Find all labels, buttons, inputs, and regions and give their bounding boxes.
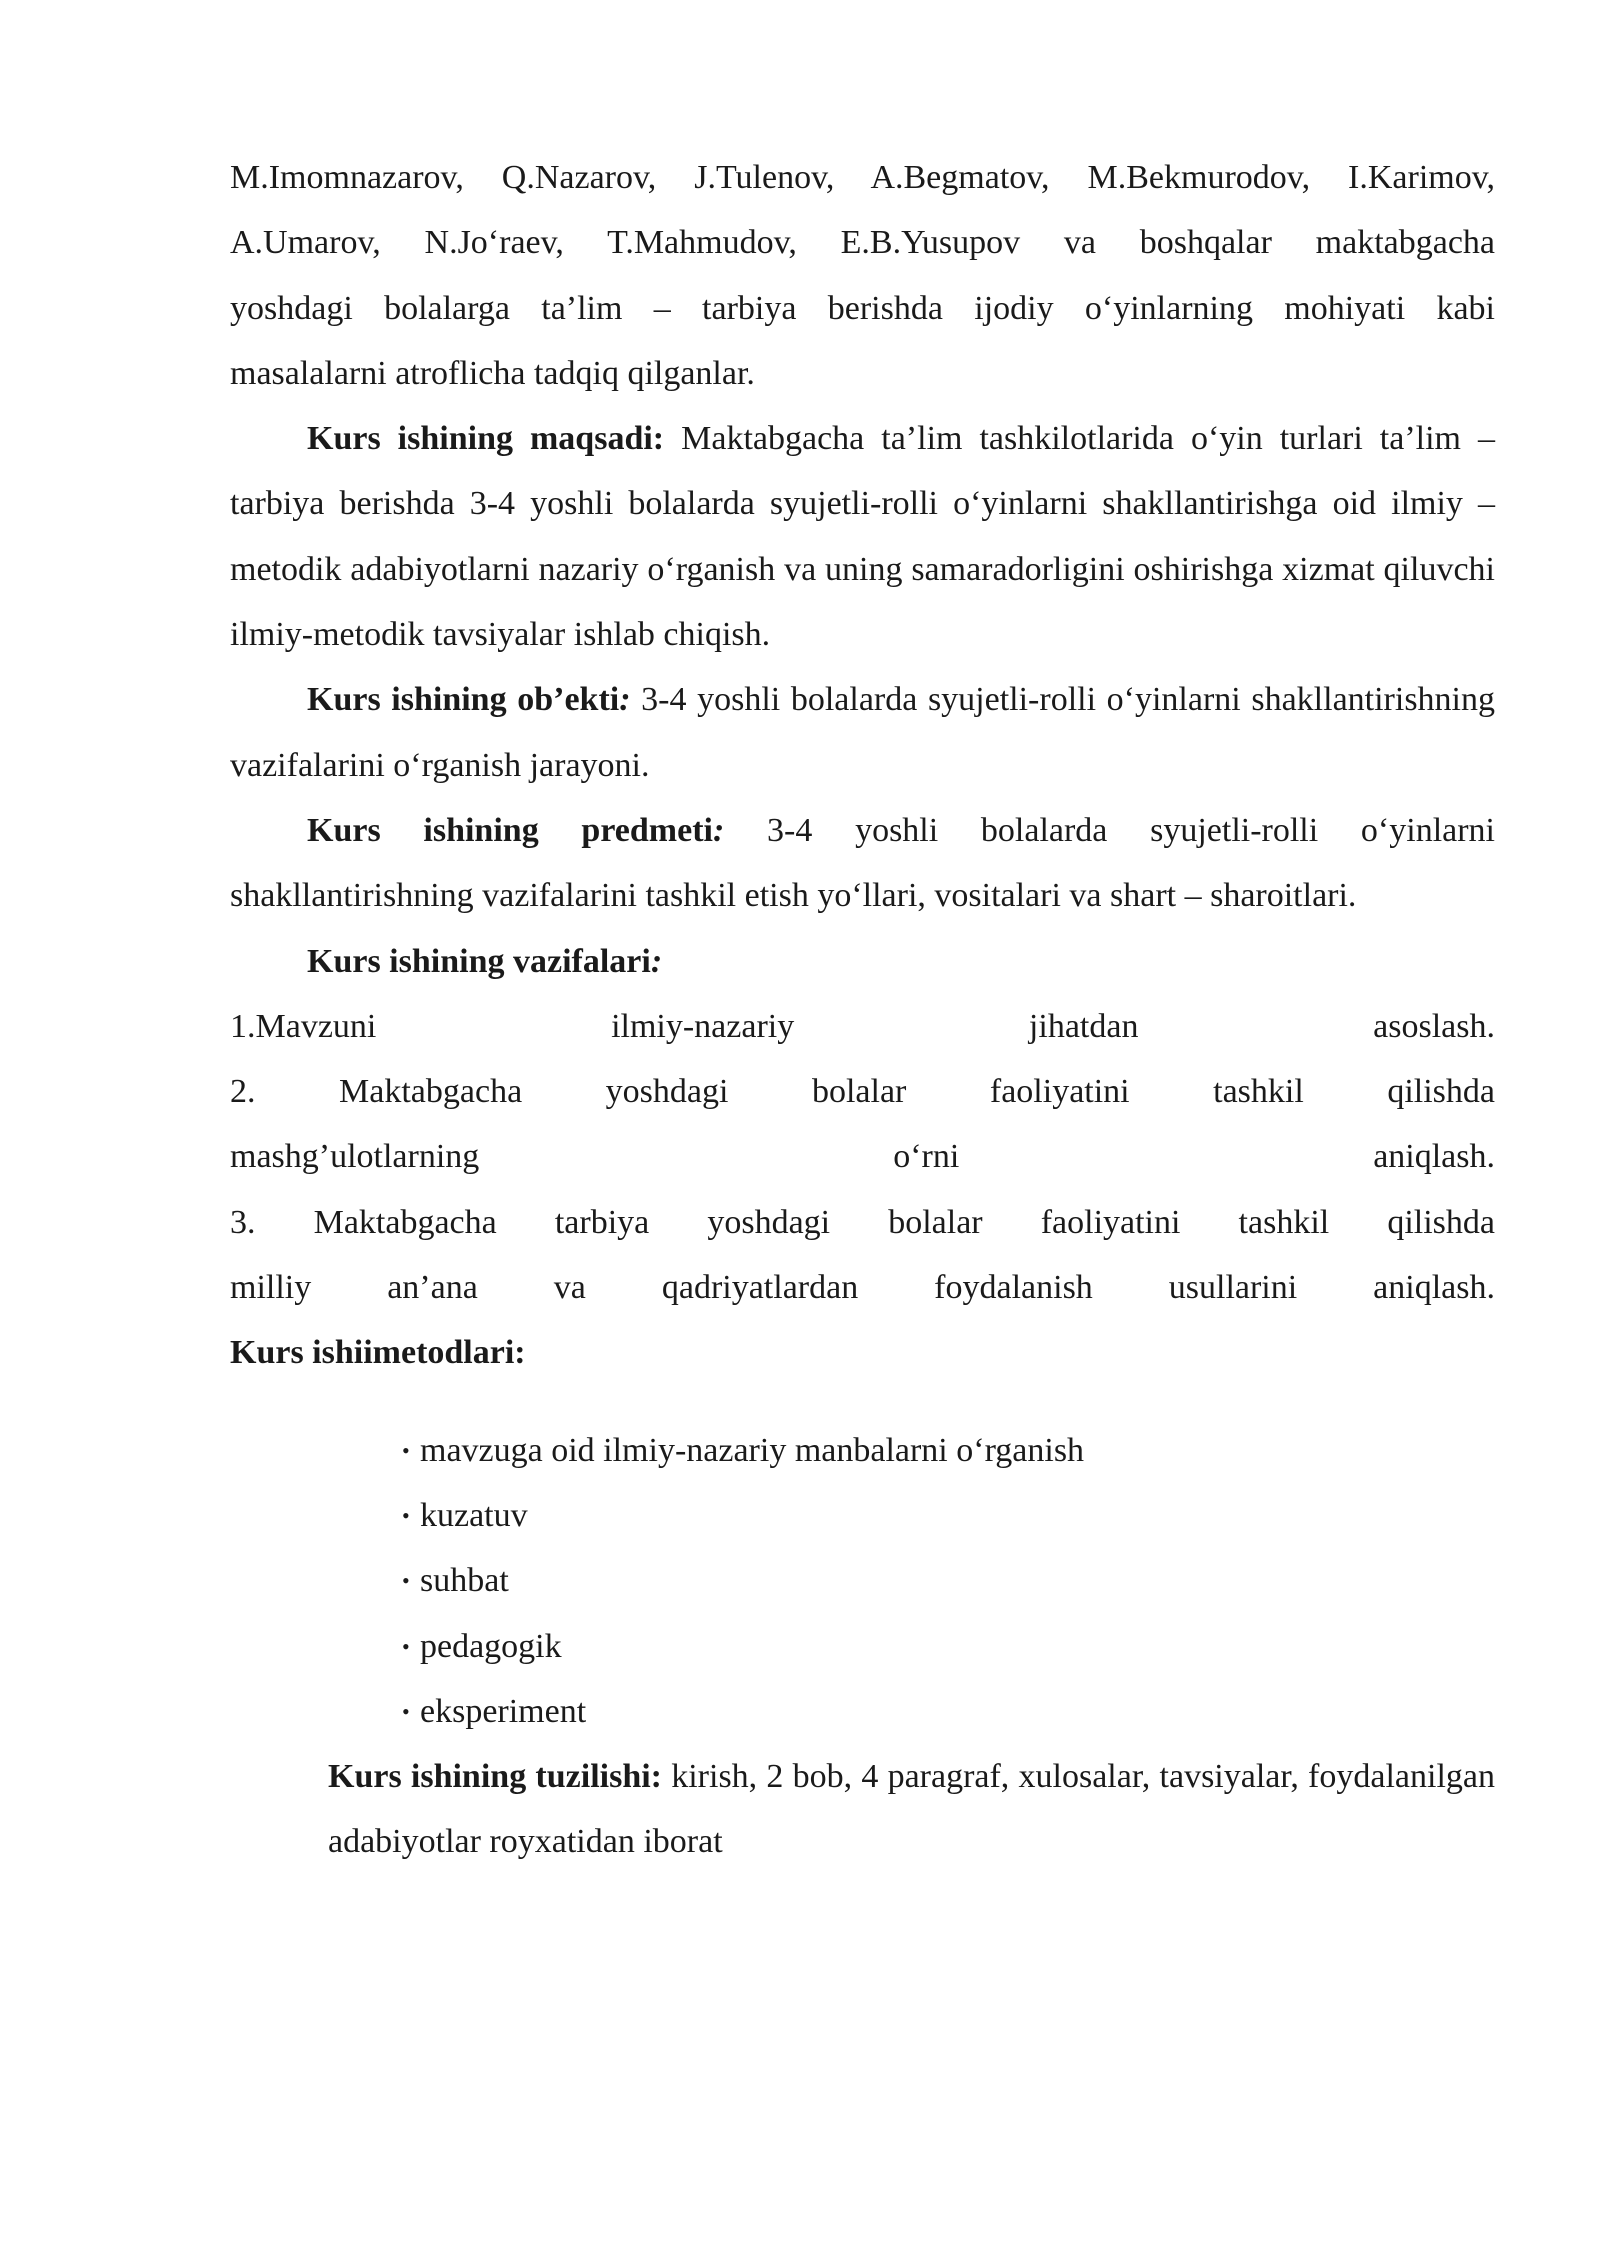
tasks-label: Kurs ishining vazifalari <box>307 942 651 980</box>
structure-text: kirish, 2 bob, 4 paragraf, xulosalar, tavsiyalar, foydalanilgan adabiyotlar royxatidan iborat <box>328 1758 1495 1861</box>
task-item: milliy an’ana va qadriyatlardan foydalanish usullarini aniqlash. <box>230 1269 1495 1307</box>
tasks-colon: : <box>650 942 663 980</box>
list-item <box>402 1483 1495 1548</box>
bullet-icon: • <box>402 1437 410 1463</box>
subject-label: Kurs ishining predmeti <box>307 811 713 849</box>
method-text: kuzatuv <box>420 1496 528 1534</box>
list-item <box>402 1679 1495 1744</box>
task-item: 1.Mavzuni ilmiy-nazariy jihatdan asoslash. <box>230 1007 1495 1045</box>
list-item <box>402 1614 1495 1679</box>
methods-list <box>230 1418 1495 1744</box>
document-page <box>230 145 1495 1875</box>
object-colon: : <box>619 681 631 719</box>
task-item: mashg’ulotlarning o‘rni aniqlash. <box>230 1138 1495 1176</box>
bullet-icon: • <box>402 1568 410 1594</box>
goal-label: Kurs ishining maqsadi: <box>307 420 665 458</box>
bullet-icon: • <box>402 1502 410 1528</box>
goal-text: Maktabgacha ta’lim tashkilotlarida o‘yin turlari ta’lim –tarbiya berishda 3-4 yoshli bolalarda syujetli-rolli o‘yinlarni shakllantirishga oid ilmiy – metodik adabiyotlarni nazariy o‘rganish va uning samaradorligini oshirishga xizmat qiluvchi ilmiy-metodik tavsiyalar ishlab chiqish. <box>230 420 1495 654</box>
subject-colon: : <box>712 811 725 849</box>
subject-text: 3-4 yoshli bolalarda syujetli-rolli o‘yinlarni shakllantirishning vazifalarini tashkil etish yo‘llari, vositalari va shart – sharoitlari. <box>230 811 1495 915</box>
intro-line: M.Imomnazarov, Q.Nazarov, J.Tulenov, A.Begmatov, M.Bekmurodov, I.Karimov, <box>230 159 1495 196</box>
bullet-icon: • <box>402 1698 410 1724</box>
structure-paragraph <box>328 1744 1495 1875</box>
subject-paragraph <box>230 798 1495 929</box>
method-text: pedagogik <box>420 1627 562 1665</box>
intro-line: masalalarni atroflicha tadqiq qilganlar. <box>230 354 755 392</box>
task-item: 2. Maktabgacha yoshdagi bolalar faoliyatini tashkil qilishda <box>230 1073 1495 1111</box>
spacer <box>230 1386 1495 1418</box>
list-item <box>402 1548 1495 1613</box>
object-label: Kurs ishining ob’ekti <box>307 681 620 719</box>
list-item <box>402 1418 1495 1483</box>
method-text: mavzuga oid ilmiy-nazariy manbalarni o‘rganish <box>420 1431 1085 1469</box>
method-text: suhbat <box>420 1562 509 1600</box>
bullet-icon: • <box>402 1633 410 1659</box>
intro-paragraph <box>230 145 1495 406</box>
task-item: 3. Maktabgacha tarbiya yoshdagi bolalar faoliyatini tashkil qilishda <box>230 1203 1495 1241</box>
methods-heading: Kurs ishiimetodlari: <box>230 1334 526 1372</box>
object-text: 3-4 yoshli bolalarda syujetli-rolli o‘yinlarni shakllantirishning vazifalarini o‘rganish jarayoni. <box>230 681 1495 784</box>
method-text: eksperiment <box>420 1692 587 1730</box>
intro-line: yoshdagi bolalarga ta’lim – tarbiya berishda ijodiy o‘yinlarning mohiyati kabi <box>230 289 1495 327</box>
goal-paragraph <box>230 406 1495 667</box>
intro-line: A.Umarov, N.Jo‘raev, T.Mahmudov, E.B.Yusupov va boshqalar maktabgacha <box>230 224 1495 262</box>
object-paragraph <box>230 667 1495 798</box>
structure-label: Kurs ishining tuzilishi: <box>328 1758 662 1796</box>
tasks-heading <box>230 929 1495 994</box>
